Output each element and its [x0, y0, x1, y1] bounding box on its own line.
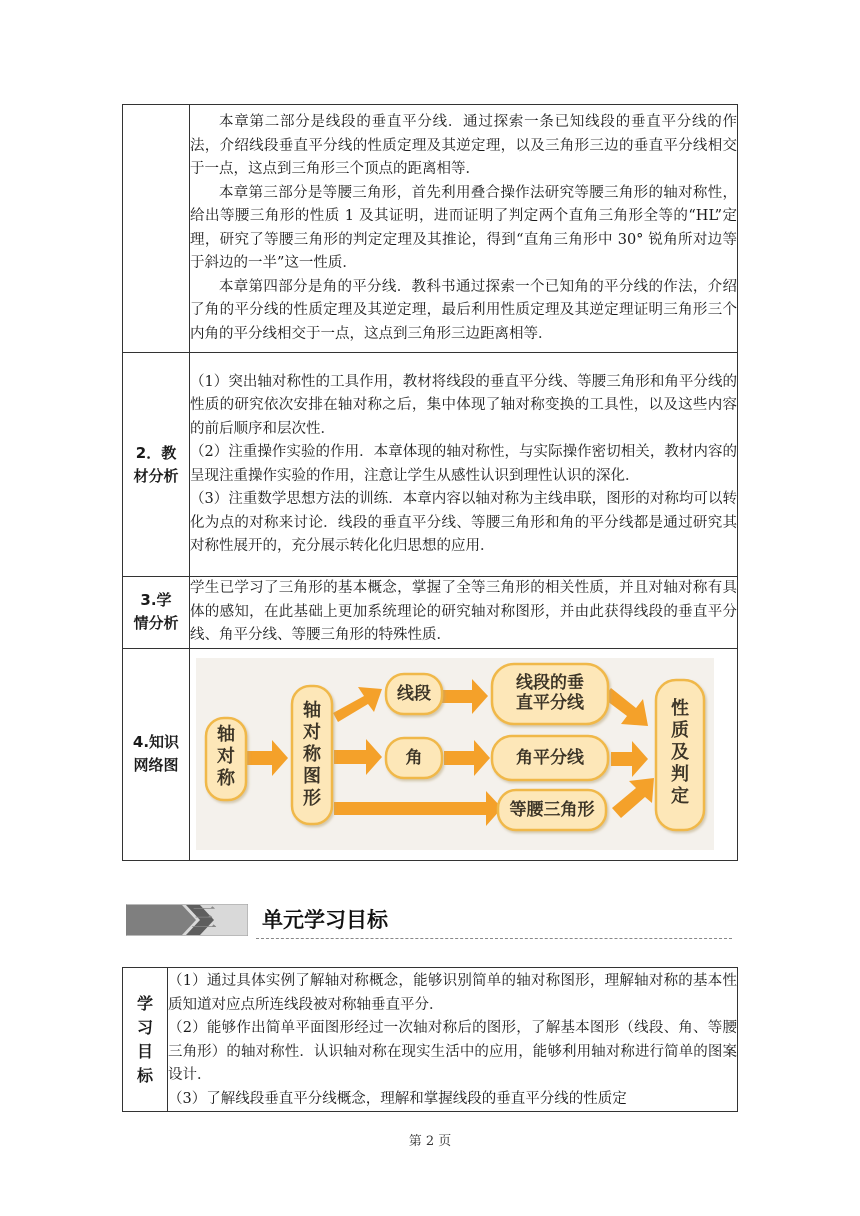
- section-number: 三: [190, 904, 217, 934]
- arrow-8: [611, 741, 648, 777]
- material-paragraph-1: （1）突出轴对称性的工具作用，教材将线段的垂直平分线、等腰三角形和角平分线的性质的研究依次安排在轴对称之后，集中体现了轴对称变换的工具性，以及这些内容的前后顺序和层次性．: [190, 373, 737, 437]
- student-content-cell: [190, 577, 738, 649]
- objectives-content-cell: [168, 968, 738, 1112]
- learning-objectives-table: [122, 967, 738, 1112]
- node-perp-bisector: 线段的垂 直平分线: [516, 673, 584, 713]
- node-axis-figure: 轴 对 称 图 形: [303, 700, 321, 809]
- material-label-cell: [123, 353, 190, 577]
- node-property: 性 质 及 判 定: [671, 698, 689, 807]
- arrow-7: [603, 688, 648, 726]
- objective-3: （3）了解线段垂直平分线概念，理解和掌握线段的垂直平分线的性质定: [168, 1090, 627, 1107]
- page-number: 第 2 页: [408, 1134, 452, 1149]
- student-label-line1: 3.学: [140, 591, 172, 610]
- network-label-line1: 4.知识: [132, 733, 180, 751]
- intro-label-cell: [123, 105, 190, 353]
- network-label-cell: [123, 648, 190, 860]
- material-paragraph-2: （2）注重操作实验的作用．本章体现的轴对称性，与实际操作密切相关，教材内容的呈现注重操作实验的作用，注意让学生从感性认识到理性认识的深化．: [190, 444, 737, 484]
- intro-paragraph-2: 本章第二部分是线段的垂直平分线．通过探索一条已知线段的垂直平分线的作法，介绍线段垂直平分线的性质定理及其逆定理，以及三角形三边的垂直平分线相交于一点，这点到三角形三个顶点的距离相等．: [190, 114, 737, 177]
- node-segment: 线段: [397, 684, 431, 704]
- node-angle: 角: [405, 748, 423, 768]
- arrow-2: [333, 687, 382, 722]
- material-content-cell: [190, 353, 738, 577]
- objective-2: （2）能够作出简单平面图形经过一次轴对称后的图形，了解基本图形（线段、角、等腰三角形）的轴对称性．认识轴对称在现实生活中的应用，能够利用轴对称进行简单的图案设计．: [168, 1020, 737, 1083]
- arrow-5: [442, 679, 488, 714]
- objective-1: （1）通过具体实例了解轴对称概念，能够识别简单的轴对称图形，理解轴对称的基本性质知道对应点所连线段被对称轴垂直平分．: [168, 973, 737, 1013]
- student-paragraph: 学生已学习了三角形的基本概念，掌握了全等三角形的相关性质，并且对轴对称有具体的感知，在此基础上更加系统理论的研究轴对称图形，并由此获得线段的垂直平分线、角平分线、等腰三角形的特殊性质．: [190, 580, 737, 643]
- network-content-cell: [190, 648, 738, 860]
- material-paragraph-3: （3）注重数学思想方法的训练．本章内容以轴对称为主线串联，图形的对称均可以转化为点的对称来讨论．线段的垂直平分线、等腰三角形和角的平分线都是通过研究其对称性展开的，充分展示转化化归思想的应用．: [190, 491, 737, 554]
- student-label-line2: 情分析: [133, 614, 179, 633]
- arrow-6: [444, 740, 490, 776]
- arrow-1: [246, 740, 288, 776]
- student-label-cell: [123, 577, 190, 649]
- intro-content-cell: [190, 105, 738, 353]
- objectives-label-cell: 学 习 目 标: [123, 968, 168, 1112]
- section-divider: [256, 938, 732, 939]
- arrow-4: [334, 791, 502, 826]
- section-heading: [126, 900, 732, 940]
- material-label-line2: 材分析: [133, 466, 179, 485]
- analysis-table: [122, 104, 738, 861]
- node-axis-symmetry: 轴 对 称: [217, 724, 235, 789]
- arrow-3: [334, 739, 382, 775]
- network-shapes: [196, 658, 714, 850]
- node-angle-bisector: 角平分线: [516, 748, 584, 768]
- intro-paragraph-3: 本章第三部分是等腰三角形，首先利用叠合操作法研究等腰三角形的轴对称性，给出等腰三角形的性质 1 及其证明，进而证明了判定两个直角三角形全等的“HL”定理，研究了等腰三角形的判定定理及其推论，得到“直角三角形中 30° 锐角所对边等于斜边的一半”这一性质．: [190, 184, 737, 271]
- section-title: 单元学习目标: [262, 908, 388, 932]
- network-label-line2: 网络图: [133, 756, 179, 774]
- arrow-9: [612, 778, 654, 818]
- material-label-line1: 2．教: [135, 443, 177, 462]
- intro-paragraph-4: 本章第四部分是角的平分线．教科书通过探索一个已知角的平分线的作法，介绍了角的平分线的性质定理及其逆定理，最后利用性质定理及其逆定理证明三角形三个内角的平分线相交于一点，这点到三角形三边距离相等．: [190, 278, 737, 342]
- knowledge-network-diagram: [196, 658, 714, 850]
- node-isosceles: 等腰三角形: [509, 800, 595, 820]
